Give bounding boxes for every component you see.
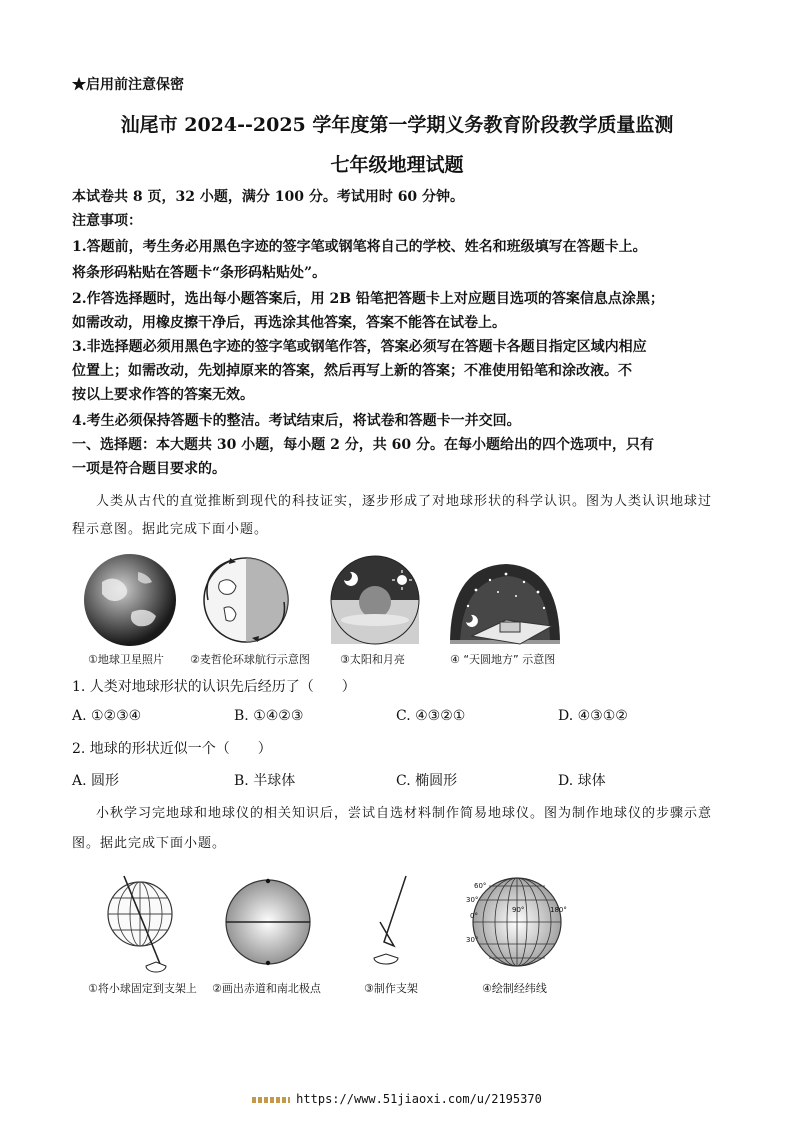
passage2-line1: 小秋学习完地球和地球仪的相关知识后，尝试自选材料制作简易地球仪。图为制作地球仪的步骤示意 [96, 806, 713, 821]
note-1a: 1.答题前，考生务必用黑色字迹的签字笔或钢笔将自己的学校、姓名和班级填写在答题卡上。 [72, 239, 647, 255]
step-caption-4: ④绘制经纬线 [482, 982, 547, 995]
figure-caption-4: ④ “天圆地方” 示意图 [450, 653, 556, 666]
globe-label-180: 180° [550, 906, 567, 914]
graticule-figure [462, 872, 572, 972]
q2-option-c[interactable]: C. 椭圆形 [396, 773, 458, 789]
q1-option-b[interactable]: B. ①④②③ [234, 708, 304, 724]
passage1-line2: 程示意图。据此完成下面小题。 [72, 522, 269, 537]
q2-stem: 2. 地球的形状近似一个（ ） [72, 741, 272, 757]
note-2b: 如需改动，用橡皮擦干净后，再选涂其他答案，答案不能答在试卷上。 [72, 315, 506, 331]
globe-label-30s: 30° [466, 936, 479, 944]
logo-icon [252, 1097, 290, 1103]
figure-caption-2: ②麦哲伦环球航行示意图 [190, 653, 310, 666]
section-heading-b: 一项是符合题目要求的。 [72, 461, 226, 477]
q1-stem: 1. 人类对地球形状的认识先后经历了（ ） [72, 679, 356, 695]
passage2-line2: 图。据此完成下面小题。 [72, 836, 227, 851]
section-heading-a: 一、选择题：本大题共 30 小题，每小题 2 分，共 60 分。在每小题给出的四个选项中，只有 [72, 437, 654, 453]
globe-label-90: 90° [512, 906, 525, 914]
magellan-voyage-figure [196, 552, 296, 650]
sun-moon-figure [330, 554, 420, 646]
globe-on-stand-figure [98, 868, 182, 978]
note-3c: 按以上要求作答的答案无效。 [72, 387, 254, 403]
notes-heading: 注意事项： [72, 213, 142, 229]
figure-caption-1: ①地球卫星照片 [88, 653, 164, 666]
q1-option-a[interactable]: A. ①②③④ [72, 708, 142, 724]
heaven-round-earth-square-figure [446, 560, 564, 646]
passage1-line1: 人类从古代的直觉推断到现代的科技证实，逐步形成了对地球形状的科学认识。图为人类认识地球过 [96, 494, 713, 509]
satellite-earth-figure [82, 552, 178, 648]
note-3a: 3.非选择题必须用黑色字迹的签字笔或钢笔作答，答案必须写在答题卡各题目指定区域内相应 [72, 339, 647, 355]
equator-poles-figure [224, 876, 312, 968]
confidential-label: ★启用前注意保密 [72, 77, 184, 93]
step-caption-3: ③制作支架 [364, 982, 418, 995]
note-1b: 将条形码粘贴在答题卡“条形码粘贴处”。 [72, 265, 327, 281]
globe-label-30n: 30° [466, 896, 479, 904]
globe-label-0: 0° [470, 912, 478, 920]
step-caption-1: ①将小球固定到支架上 [88, 982, 197, 995]
q2-option-a[interactable]: A. 圆形 [72, 773, 120, 789]
globe-label-60: 60° [474, 882, 487, 890]
footer-url[interactable] [0, 1092, 794, 1106]
page-subtitle: 七年级地理试题 [330, 154, 464, 176]
footer-url-text[interactable]: https://www.51jiaoxi.com/u/2195370 [296, 1092, 542, 1106]
q1-option-d[interactable]: D. ④③①② [558, 708, 628, 724]
note-2a: 2.作答选择题时，选出每小题答案后，用 2B 铅笔把答题卡上对应题目选项的答案信息点涂黑； [72, 291, 664, 307]
page-title: 汕尾市 2024--2025 学年度第一学期义务教育阶段教学质量监测 [120, 114, 674, 136]
q2-option-d[interactable]: D. 球体 [558, 773, 606, 789]
note-3b: 位置上；如需改动，先划掉原来的答案，然后再写上新的答案；不准使用铅笔和涂改液。不 [72, 363, 632, 379]
exam-summary: 本试卷共 8 页，32 小题，满分 100 分。考试用时 60 分钟。 [72, 189, 465, 205]
step-caption-2: ②画出赤道和南北极点 [212, 982, 321, 995]
note-4: 4.考生必须保持答题卡的整洁。考试结束后，将试卷和答题卡一并交回。 [72, 413, 521, 429]
stand-figure [366, 872, 416, 968]
q2-option-b[interactable]: B. 半球体 [234, 773, 296, 789]
figure-caption-3: ③太阳和月亮 [340, 653, 405, 666]
q1-option-c[interactable]: C. ④③②① [396, 708, 466, 724]
